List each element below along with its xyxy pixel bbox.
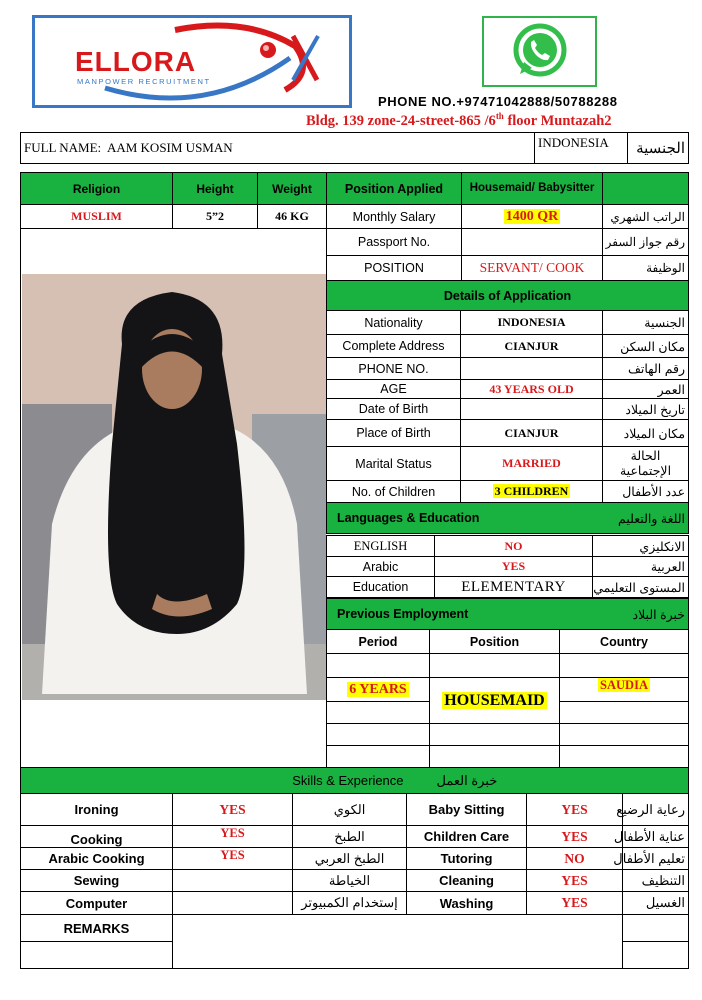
religion-value: MUSLIM bbox=[21, 205, 173, 229]
detail-label: Date of Birth bbox=[327, 399, 461, 420]
detail-value: CIANJUR bbox=[461, 420, 603, 447]
detail-label: Complete Address bbox=[327, 335, 461, 358]
skill-value: YES bbox=[527, 892, 623, 915]
languages-title-ar: اللغة والتعليم bbox=[603, 503, 689, 534]
language-label: ENGLISH bbox=[327, 536, 435, 557]
detail-row bbox=[327, 358, 689, 380]
skill-value: NO bbox=[527, 848, 623, 870]
skill-row bbox=[21, 826, 689, 848]
language-row bbox=[327, 577, 689, 598]
header-country: Country bbox=[560, 630, 689, 654]
detail-value bbox=[461, 358, 603, 380]
weight-value: 46 KG bbox=[258, 205, 327, 229]
company-phone: PHONE NO.+97471042888/50788288 bbox=[378, 94, 618, 109]
detail-row bbox=[327, 399, 689, 420]
photo-area-top bbox=[21, 229, 327, 256]
remarks-label: REMARKS bbox=[21, 915, 173, 942]
left-border bbox=[20, 280, 21, 768]
detail-label-ar: الجنسية bbox=[603, 311, 689, 335]
detail-value: MARRIED bbox=[461, 447, 603, 481]
detail-label-ar: مكان السكن bbox=[603, 335, 689, 358]
period-value: 6 YEARS bbox=[349, 681, 407, 697]
position-label: POSITION bbox=[327, 256, 462, 281]
previous-employment-table bbox=[326, 598, 689, 768]
country-value: INDONESIA bbox=[535, 133, 628, 164]
skill-label: Tutoring bbox=[407, 848, 527, 870]
logo-subtitle: MANPOWER RECRUITMENT bbox=[77, 77, 211, 86]
skill-label: Cleaning bbox=[407, 870, 527, 892]
detail-value: INDONESIA bbox=[461, 311, 603, 335]
header-blank bbox=[603, 173, 689, 205]
header-period: Period bbox=[327, 630, 430, 654]
skill-row bbox=[21, 870, 689, 892]
previous-title: Previous Employment bbox=[327, 599, 560, 630]
detail-value bbox=[461, 399, 603, 420]
name-table bbox=[20, 132, 689, 164]
position-value: SERVANT/ COOK bbox=[462, 256, 603, 281]
language-label-ar: العربية bbox=[593, 557, 689, 577]
skill-label: Children Care bbox=[407, 826, 527, 848]
remarks-value bbox=[173, 915, 623, 969]
salary-label-ar: الراتب الشهري bbox=[603, 205, 689, 229]
language-label: Arabic bbox=[327, 557, 435, 577]
height-value: 5”2 bbox=[173, 205, 258, 229]
position-label-ar: الوظيفة bbox=[603, 256, 689, 281]
skill-label-ar: رعاية الرضيع bbox=[623, 794, 689, 826]
skill-value: YES bbox=[527, 826, 623, 848]
detail-row bbox=[327, 335, 689, 358]
details-title: Details of Application bbox=[327, 281, 689, 311]
detail-label-ar: رقم الهاتف bbox=[603, 358, 689, 380]
detail-row bbox=[327, 447, 689, 481]
skill-label: Arabic Cooking bbox=[21, 848, 173, 870]
detail-row bbox=[327, 420, 689, 447]
previous-title-ar: خبرة البلاد bbox=[560, 599, 689, 630]
language-label-ar: المستوى التعليمي bbox=[593, 577, 689, 598]
header-prev-position: Position bbox=[430, 630, 560, 654]
skill-label-ar: الطبخ bbox=[293, 826, 407, 848]
skill-label-ar: عناية الأطفال bbox=[623, 826, 689, 848]
language-label-ar: الانكليزي bbox=[593, 536, 689, 557]
logo-text: ELLORA bbox=[75, 46, 197, 77]
full-name-value: AAM KOSIM USMAN bbox=[106, 140, 233, 155]
skill-label-ar: التنظيف bbox=[623, 870, 689, 892]
detail-value: 43 YEARS OLD bbox=[461, 380, 603, 399]
detail-label-ar: العمر bbox=[603, 380, 689, 399]
languages-table bbox=[326, 535, 689, 598]
language-value: NO bbox=[435, 536, 593, 557]
company-logo bbox=[32, 15, 352, 108]
skills-table bbox=[20, 767, 689, 969]
detail-label-ar: الحالة الإجتماعية bbox=[603, 447, 689, 481]
full-name-label: FULL NAME: bbox=[24, 140, 102, 155]
detail-label: AGE bbox=[327, 380, 461, 399]
details-table bbox=[326, 280, 689, 534]
candidate-photo-illustration bbox=[22, 274, 326, 700]
skill-label-ar: إستخدام الكمبيوتر bbox=[293, 892, 407, 915]
salary-label: Monthly Salary bbox=[327, 205, 462, 229]
detail-label-ar: مكان الميلاد bbox=[603, 420, 689, 447]
whatsapp-icon bbox=[484, 18, 595, 85]
skill-label-ar: الكوي bbox=[293, 794, 407, 826]
skill-label-ar: الخياطة bbox=[293, 870, 407, 892]
skill-value bbox=[173, 870, 293, 892]
skill-label: Sewing bbox=[21, 870, 173, 892]
basic-info-table bbox=[20, 172, 689, 281]
skill-label-ar: تعليم الأطفال bbox=[623, 848, 689, 870]
previous-country-value: SAUDIA bbox=[600, 678, 648, 692]
skill-label: Washing bbox=[407, 892, 527, 915]
country-label-ar: الجنسية bbox=[628, 133, 689, 164]
skill-label-ar: الغسيل bbox=[623, 892, 689, 915]
detail-label: Nationality bbox=[327, 311, 461, 335]
detail-label-ar: عدد الأطفال bbox=[603, 481, 689, 503]
skill-row bbox=[21, 794, 689, 826]
header-religion: Religion bbox=[21, 173, 173, 205]
skill-value: YES bbox=[527, 870, 623, 892]
skills-title: Skills & Experience bbox=[21, 768, 407, 794]
header-position-applied: Position Applied bbox=[327, 173, 462, 205]
skill-value: YES bbox=[173, 794, 293, 826]
language-row bbox=[327, 536, 689, 557]
detail-label: PHONE NO. bbox=[327, 358, 461, 380]
education-value: ELEMENTARY bbox=[435, 577, 593, 598]
detail-label: No. of Children bbox=[327, 481, 461, 503]
detail-row bbox=[327, 380, 689, 399]
passport-label-ar: رقم جواز السفر bbox=[603, 229, 689, 256]
position-applied-value: Housemaid/ Babysitter bbox=[462, 173, 603, 205]
header-height: Height bbox=[173, 173, 258, 205]
skill-value: YES bbox=[173, 848, 293, 870]
skill-row bbox=[21, 892, 689, 915]
language-row bbox=[327, 557, 689, 577]
header-weight: Weight bbox=[258, 173, 327, 205]
language-label: Education bbox=[327, 577, 435, 598]
skill-value: YES bbox=[527, 794, 623, 826]
passport-value bbox=[462, 229, 603, 256]
detail-value: 3 CHILDREN bbox=[494, 484, 569, 498]
languages-title: Languages & Education bbox=[327, 503, 603, 534]
previous-position-value: HOUSEMAID bbox=[444, 691, 545, 709]
detail-label-ar: تاريخ الميلاد bbox=[603, 399, 689, 420]
company-address: Bldg. 139 zone-24-street-865 /6th floor Muntazah2 bbox=[306, 111, 612, 129]
detail-label: Marital Status bbox=[327, 447, 461, 481]
language-value: YES bbox=[435, 557, 593, 577]
skill-label: Computer bbox=[21, 892, 173, 915]
skill-value bbox=[173, 892, 293, 915]
skill-label: Ironing bbox=[21, 794, 173, 826]
skill-label: Baby Sitting bbox=[407, 794, 527, 826]
detail-label: Place of Birth bbox=[327, 420, 461, 447]
skill-value: YES bbox=[173, 826, 293, 848]
detail-row bbox=[327, 481, 689, 503]
skill-label: Cooking bbox=[21, 826, 173, 848]
salary-value: 1400 QR bbox=[505, 208, 559, 224]
passport-label: Passport No. bbox=[327, 229, 462, 256]
skills-title-ar: خبرة العمل bbox=[407, 768, 689, 794]
detail-row bbox=[327, 311, 689, 335]
full-name-cell bbox=[21, 133, 535, 164]
whatsapp-logo bbox=[482, 16, 597, 87]
skill-row bbox=[21, 848, 689, 870]
skill-label-ar: الطبخ العربي bbox=[293, 848, 407, 870]
candidate-photo bbox=[22, 274, 326, 700]
detail-value: CIANJUR bbox=[461, 335, 603, 358]
